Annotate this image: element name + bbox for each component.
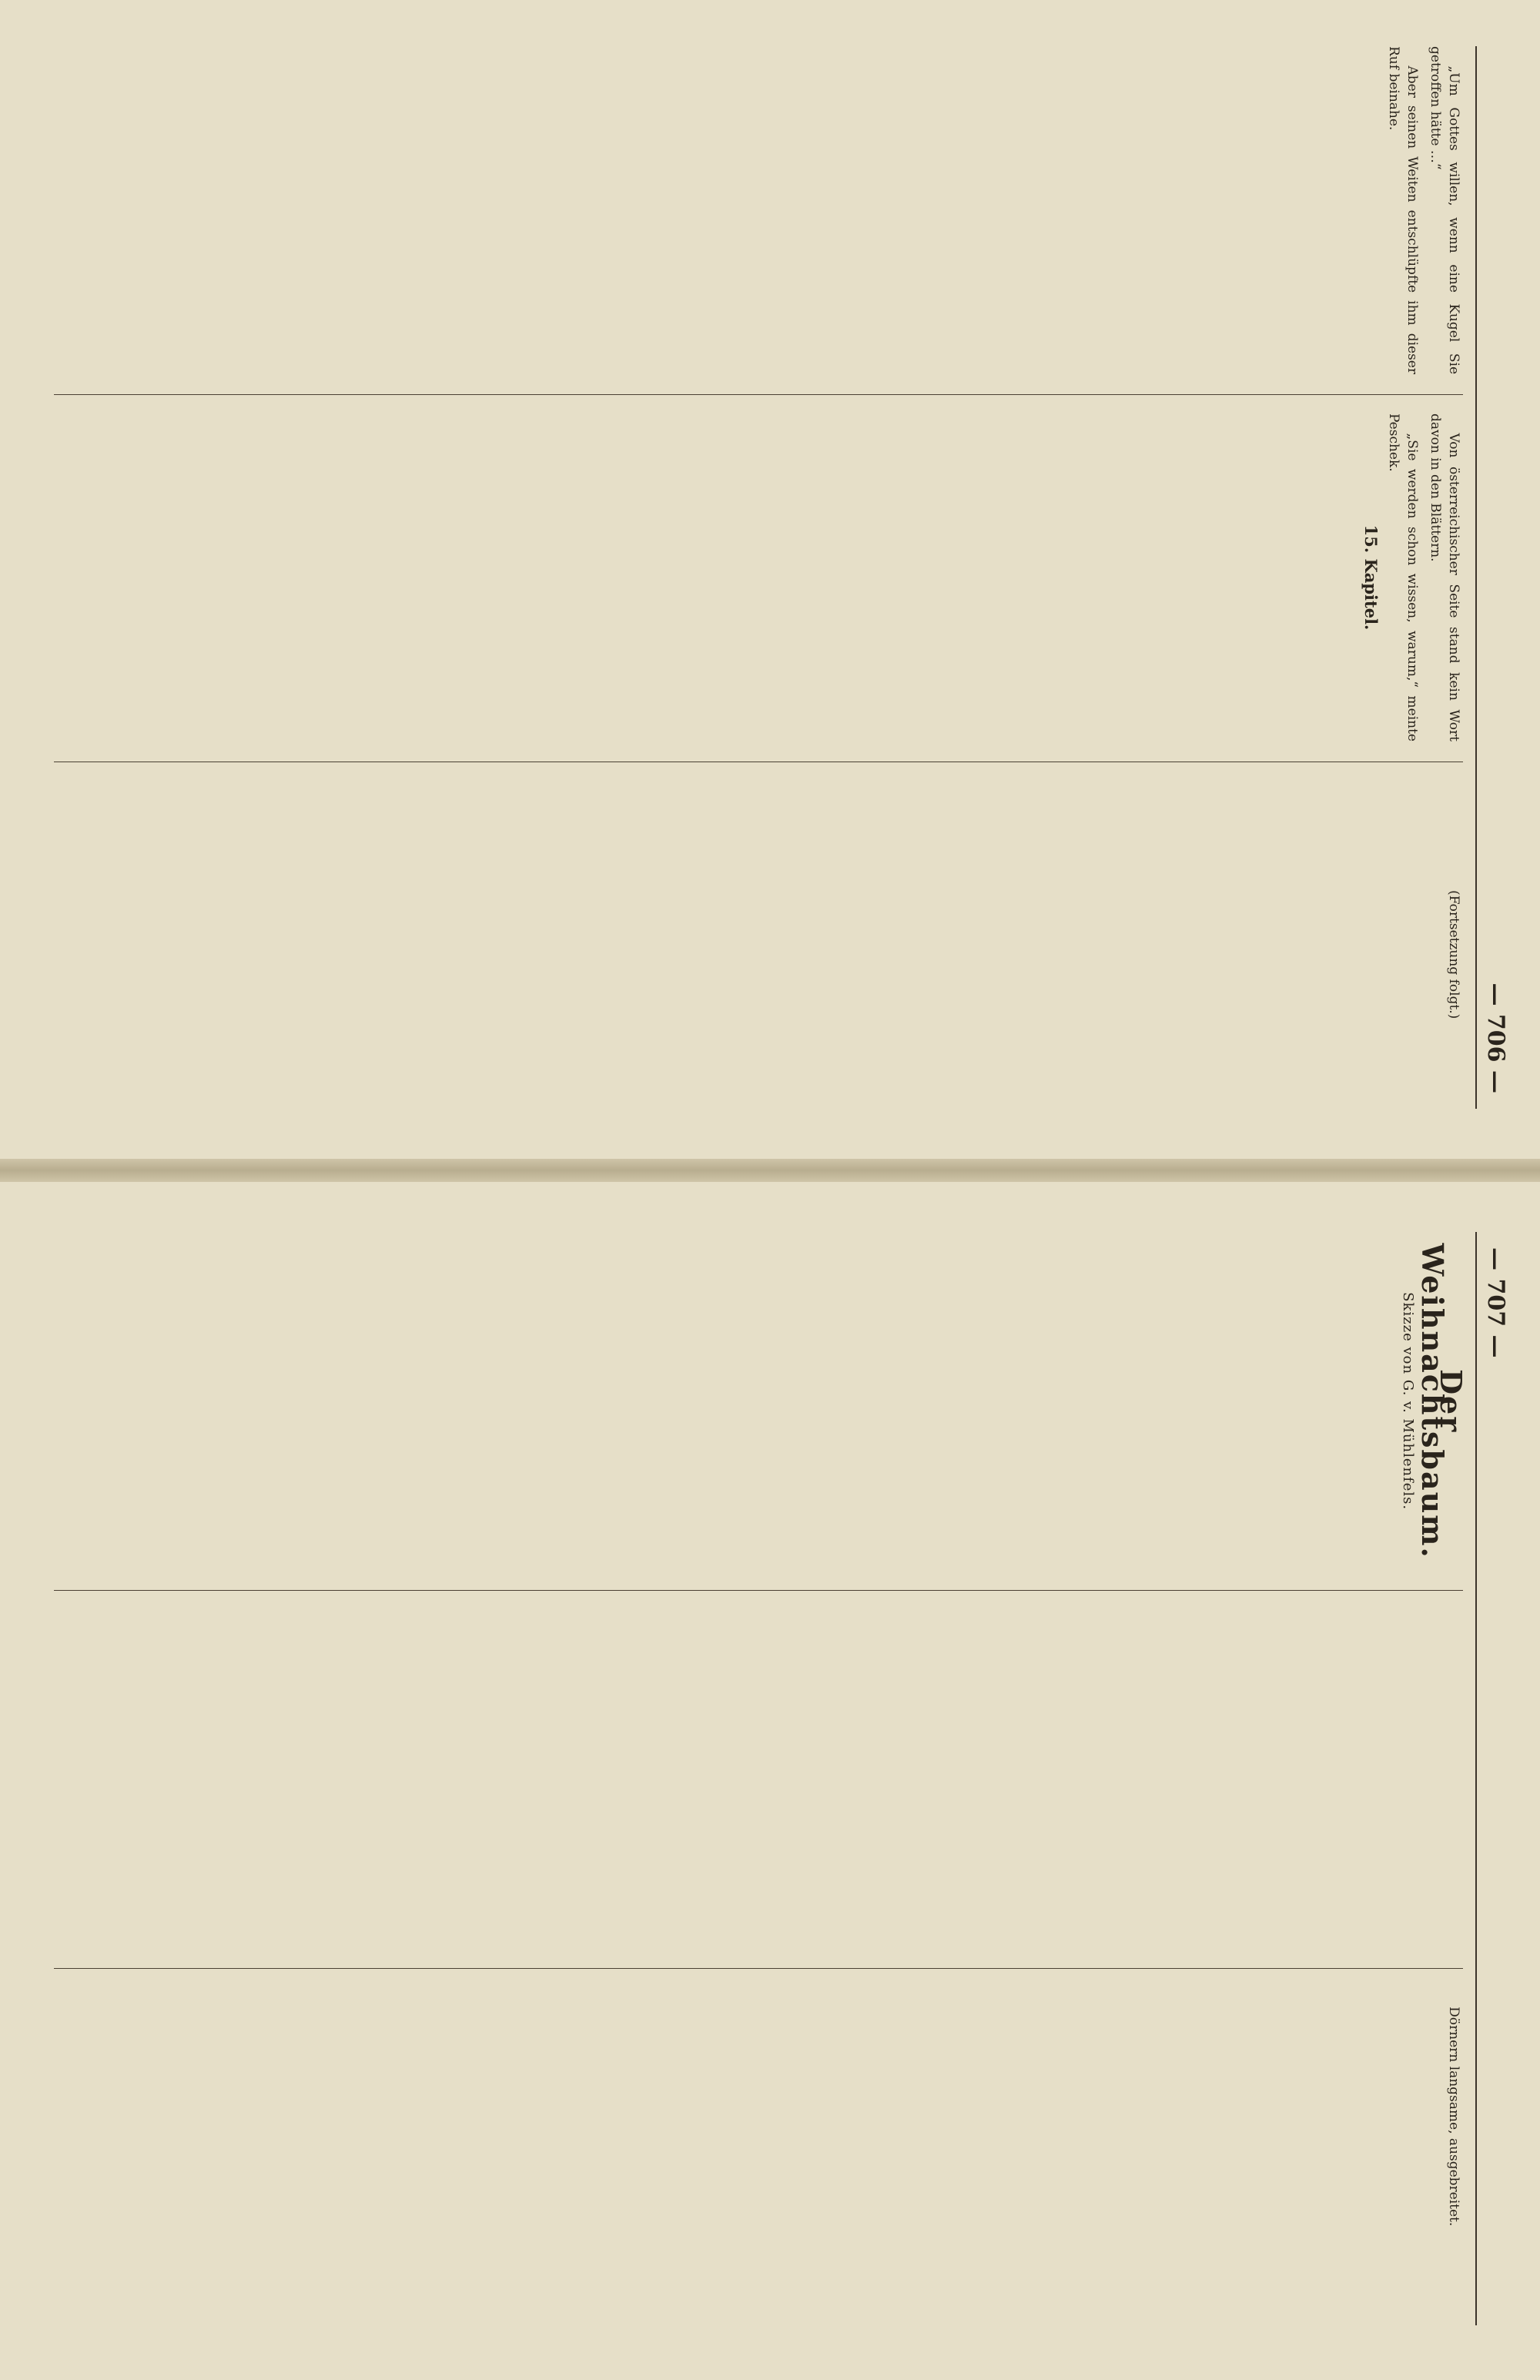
columns-left	[54, 46, 1463, 1109]
header-rule	[1475, 46, 1477, 1109]
paragraph: „Sie werden schon wissen, warum,“ meinte Peschek.	[1386, 413, 1420, 741]
paragraph: „Um Gottes willen, wenn eine Kugel Sie getroffen hätte …“	[1428, 46, 1461, 374]
page-number: — 707 —	[1482, 1247, 1509, 1358]
page-number: — 706 —	[1482, 982, 1509, 1093]
header-rule	[1475, 1232, 1477, 2325]
paragraph: Von österreichischer Seite stand kein Wort davon in den Blättern.	[1428, 413, 1461, 741]
page-left	[46, 15, 1509, 1140]
column-right-3	[54, 1968, 1463, 2325]
story-title: Der Weihnachtsbaum.	[1415, 1243, 1468, 1559]
column-left-2	[54, 394, 1463, 741]
column-right-1	[54, 1232, 1468, 1570]
page-fold	[0, 1159, 1540, 1182]
column-left-3	[54, 762, 1463, 1109]
column-left-1	[54, 46, 1463, 374]
column-right-2	[54, 1590, 1463, 1947]
story-byline: Skizze von G. v. Mühlenfels.	[1400, 1292, 1416, 1511]
page-right	[46, 1201, 1509, 2356]
paragraph: Dörnern langsame, ausgebreitet.	[1446, 2007, 1461, 2227]
chapter-heading: 15. Kapitel.	[1361, 524, 1381, 631]
columns-right	[54, 1232, 1468, 2325]
paragraph: Aber seinen Weiten entschlüpfte ihm dieser Ruf beinahe.	[1386, 46, 1420, 374]
continued-note: (Fortsetzung folgt.)	[1446, 890, 1461, 1019]
